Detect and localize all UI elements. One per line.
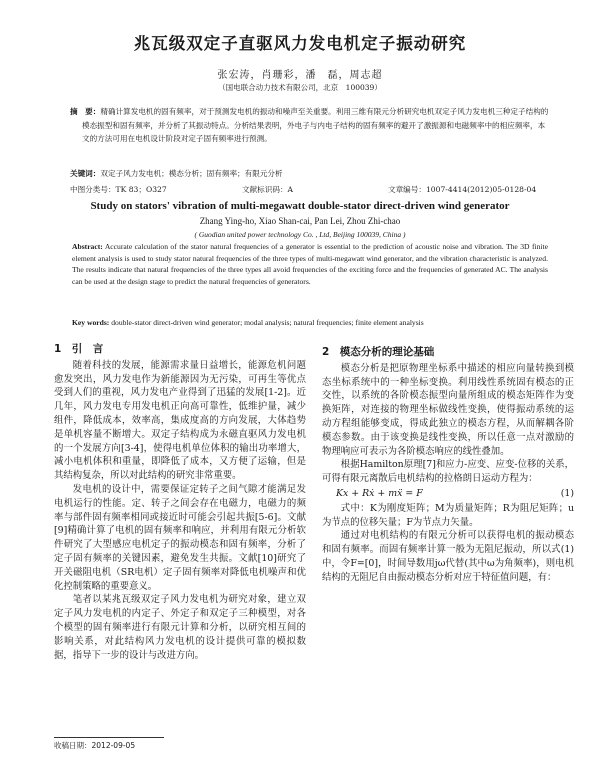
section-2-heading: 2 模态分析的理论基础 <box>322 346 435 358</box>
section-1-heading: 1 引 言 <box>54 343 104 355</box>
english-abstract-label: Abstract: <box>72 242 103 251</box>
footnote-divider <box>54 737 164 738</box>
chinese-keywords-text: 双定子风力发电机；模态分析；固有频率；有限元分析 <box>100 169 283 178</box>
paragraph: 式中：K为刚度矩阵；M为质量矩阵；R为阻尼矩阵；u为节点的位移矢量；F为节点力矢量。 <box>322 502 574 528</box>
author-list: 张宏涛，肖珊彩，潘 磊，周志超 <box>217 70 383 81</box>
english-abstract-text: Accurate calculation of the stator natural frequencies of a generator is essential to the prediction of acoustic noise and vibration. The 3D finite element analysis is used to study stator natural frequencies of the three types of multi-megawatt wind generator, and the vibration characteristic is analyzed. The results indicate that natural frequencies of the three types all avoid frequencies of the exciting force and the frequencies of generated AC. The analysis can be used at the design stage to predict the natural frequencies of generators. <box>72 242 548 286</box>
equation-number: (1) <box>560 487 574 499</box>
left-column <box>54 343 306 662</box>
paper-title: 兆瓦级双定子直驱风力发电机定子振动研究 <box>133 34 467 53</box>
english-title: Study on stators' vibration of multi-megawatt double-stator direct-driven wind generator <box>90 200 510 212</box>
paragraph: 通过对电机结构的有限元分析可以获得电机的振动模态和固有频率。而固有频率计算一般为无阻尼振动，所以式(1)中，令F=[0]，时间导数用jω代替(其中ω为角频率)，则电机结构的无阻尼自由振动模态分析对应于特征值问题，有： <box>322 530 574 583</box>
chinese-keywords-label: 关键词： <box>70 169 101 178</box>
chinese-abstract <box>70 105 552 146</box>
paragraph: 随着科技的发展，能源需求量日益增长，能源危机问题愈发突出，风力发电作为新能源因为无污染，可再生等优点受到人们的重视，风力发电产业得到了迅猛的发展[1-2]。近几年，风力发电专用发电机正向高可靠性，低维护量，减少组件，降低成本，效率高，集成度高的方向发展，大体趋势是单机容量不断增大。双定子结构成为永磁直驱风力发电机的一个发展方向[3-4]，使得电机单位体积的输出功率增大，减小电机体积和重量，即降低了成本，又方便了运输，但是其结构复杂，所以对此结构的研究非常重要。 <box>54 359 306 482</box>
chinese-abstract-text: 精确计算发电机的固有频率，对于预测发电机的振动和噪声至关重要。利用三维有限元分析研究电机双定子风力发电机三种定子结构的模态振型和固有频率，并分析了其振动特点。分析结果表明，外电子与内电子结构的固有频率的避开了激振源和电磁频率中的相应频率，本文的方法可用在电机设计阶段对定子固有频率进行预测。 <box>82 107 549 144</box>
equation-text: Kx + Rẋ + mẍ = F <box>336 487 423 499</box>
chinese-keywords <box>70 168 552 179</box>
received-date-footnote: 收稿日期：2012-09-05 <box>54 741 136 750</box>
paragraph: 发电机的设计中，需要保证定转子之间气隙才能满足发电机运行的性能。定、转子之间会存在电磁力，电磁力的频率与部件固有频率相同或接近时可能会引起共振[5-6]。文献[9]精确计算了电机的固有频率和响应，并利用有限元分析软件研究了大型感应电机定子的振动模态和固有频率，分析了定子固有频率的关键因素，避免发生共振。文献[10]研究了开关磁阻电机（SR电机）定子固有频率对降低电机噪声和优化控制策略的重要意义。 <box>54 483 306 592</box>
affiliation: （国电联合动力技术有限公司，北京 100039） <box>218 83 382 92</box>
document-code: 文献标识码：A <box>242 185 294 194</box>
english-keywords-label: Key words: <box>72 318 110 327</box>
article-number: 文章编号：1007-4414(2012)05-0128-04 <box>388 185 537 194</box>
right-column <box>322 343 574 585</box>
english-affiliation: ( Guodian united power technology Co. , Ltd, Beijing 100039, China ) <box>194 230 406 239</box>
english-abstract <box>72 241 548 287</box>
clc-number: 中图分类号：TK 83；O327 <box>70 185 167 194</box>
equation-1 <box>322 486 574 502</box>
english-keywords-text: double-stator direct-driven wind generator; modal analysis; natural frequencies; finite element analysis <box>111 318 424 327</box>
english-keywords <box>72 318 548 327</box>
chinese-abstract-label: 摘 要： <box>70 107 101 116</box>
paragraph: 模态分析是把原物理坐标系中描述的相应向量转换到模态坐标系统中的一种坐标变换。利用线性系统固有模态的正交性，以系统的各阶模态振型向量所组成的模态矩阵作为变换矩阵，对连接的物理坐标做线性变换，使得振动系统的运动方程组能够变成，得成此独立的模态方程，从而解耦各阶模态参数。由于该变换是线性变换，所以任意一点对激励的物理响应可表示为各阶模态响应的线性叠加。 <box>322 362 574 457</box>
english-authors: Zhang Ying-ho, Xiao Shan-cai, Pan Lei, Zhou Zhi-chao <box>199 216 401 226</box>
paragraph: 根据Hamilton原理[7]和应力-应变、应变-位移的关系，可得有限元离散后电机结构的拉格朗日运动方程为： <box>322 459 574 485</box>
paragraph: 笔者以某兆瓦级双定子风力发电机为研究对象，建立双定子风力发电机的内定子、外定子和双定子三种模型，对各个模型的固有频率进行有限元计算和分析，以研究相互间的影响关系，对此结构风力发电机的设计提供可靠的模拟数据，指导下一步的设计与改进方向。 <box>54 594 306 661</box>
